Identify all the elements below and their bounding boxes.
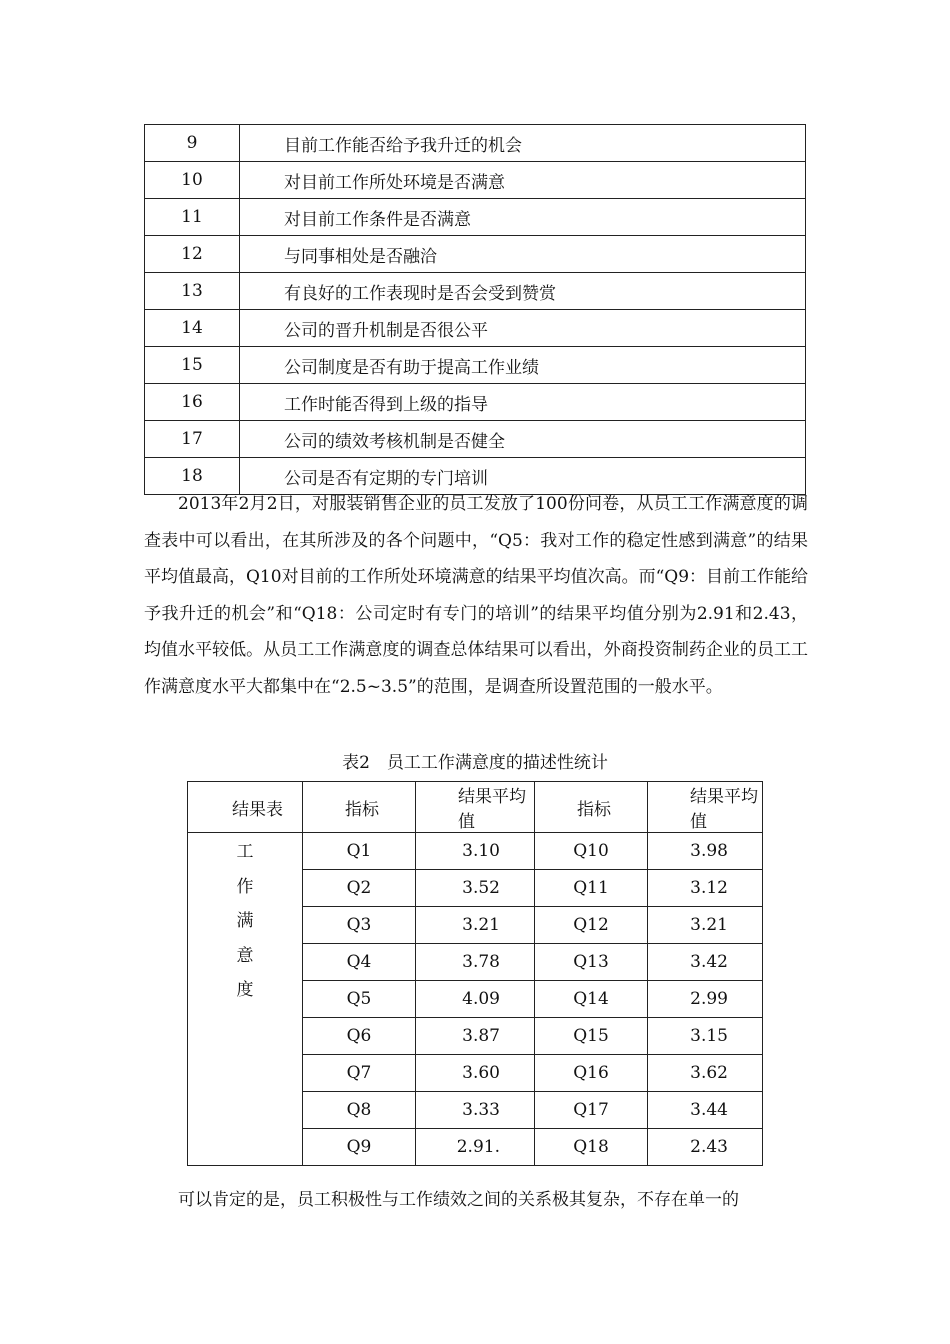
indicator-cell: Q10 <box>535 833 648 870</box>
question-row <box>145 310 806 347</box>
label-char: 度 <box>236 980 254 1000</box>
mean-value-cell: 3.21 <box>648 907 763 944</box>
indicator-cell: Q8 <box>303 1092 416 1129</box>
mean-value-cell: 2.99 <box>648 981 763 1018</box>
mean-value-cell: 3.44 <box>648 1092 763 1129</box>
closing-text: 可以肯定的是，员工积极性与工作绩效之间的关系极其复杂，不存在单一的 <box>178 1190 739 1210</box>
mean-value-cell: 3.62 <box>648 1055 763 1092</box>
table-caption: 表2 员工工作满意度的描述性统计 <box>342 753 608 773</box>
mean-value-cell: 3.78 <box>416 944 535 981</box>
mean-value-cell: 3.52 <box>416 870 535 907</box>
question-number: 17 <box>145 421 240 458</box>
mean-value-cell: 3.12 <box>648 870 763 907</box>
stats-row <box>188 833 763 870</box>
label-char: 满 <box>236 911 254 931</box>
question-row <box>145 236 806 273</box>
indicator-cell: Q3 <box>303 907 416 944</box>
mean-value-cell: 3.15 <box>648 1018 763 1055</box>
question-row <box>145 273 806 310</box>
mean-value-cell: 3.33 <box>416 1092 535 1129</box>
question-text: 公司的晋升机制是否很公平 <box>240 310 806 347</box>
indicator-cell: Q2 <box>303 870 416 907</box>
question-row <box>145 421 806 458</box>
question-row <box>145 347 806 384</box>
header-mean-2: 结果平均值 <box>648 782 763 833</box>
indicator-cell: Q17 <box>535 1092 648 1129</box>
indicator-cell: Q12 <box>535 907 648 944</box>
indicator-cell: Q9 <box>303 1129 416 1166</box>
question-number: 18 <box>145 458 240 495</box>
indicator-cell: Q18 <box>535 1129 648 1166</box>
question-text: 工作时能否得到上级的指导 <box>240 384 806 421</box>
question-row <box>145 384 806 421</box>
question-table <box>144 124 806 495</box>
indicator-cell: Q11 <box>535 870 648 907</box>
closing-paragraph <box>144 1182 808 1218</box>
question-text: 对目前工作条件是否满意 <box>240 199 806 236</box>
analysis-paragraph <box>144 486 808 705</box>
mean-value-cell: 2.91. <box>416 1129 535 1166</box>
question-text: 公司是否有定期的专门培训 <box>240 458 806 495</box>
question-number: 15 <box>145 347 240 384</box>
satisfaction-stats-table <box>187 781 763 1166</box>
label-char: 作 <box>236 876 254 897</box>
question-number: 9 <box>145 125 240 162</box>
indicator-cell: Q1 <box>303 833 416 870</box>
question-text: 目前工作能否给予我升迁的机会 <box>240 125 806 162</box>
indicator-cell: Q4 <box>303 944 416 981</box>
question-text: 公司的绩效考核机制是否健全 <box>240 421 806 458</box>
header-indicator-1: 指标 <box>303 782 416 833</box>
question-number: 11 <box>145 199 240 236</box>
work-satisfaction-label <box>188 833 303 1166</box>
question-number: 14 <box>145 310 240 347</box>
mean-value-cell: 3.98 <box>648 833 763 870</box>
question-row <box>145 162 806 199</box>
paragraph-text: 2013年2月2日，对服装销售企业的员工发放了100份问卷，从员工工作满意度的调查表中可以看出，在其所涉及的各个问题中，“Q5：我对工作的稳定性感到满意”的结果平均值最高，Q10对目前的工作所处环境满意的结果平均值次高。而“Q9：目前工作能给予我升迁的机会”和“Q18：公司定时有专门的培训”的结果平均值分别为2.91和2.43，均值水平较低。从员工工作满意度的调查总体结果可以看出，外商投资制药企业的员工工作满意度水平大都集中在“2.5~3.5”的范围，是调查所设置范围的一般水平。 <box>144 494 809 697</box>
question-number: 12 <box>145 236 240 273</box>
question-text: 公司制度是否有助于提高工作业绩 <box>240 347 806 384</box>
question-text: 与同事相处是否融洽 <box>240 236 806 273</box>
indicator-cell: Q5 <box>303 981 416 1018</box>
mean-value-cell: 3.21 <box>416 907 535 944</box>
stats-header-row <box>188 782 763 833</box>
question-text: 有良好的工作表现时是否会受到赞赏 <box>240 273 806 310</box>
mean-value-cell: 3.10 <box>416 833 535 870</box>
mean-value-cell: 3.87 <box>416 1018 535 1055</box>
label-char: 工 <box>236 842 254 862</box>
indicator-cell: Q14 <box>535 981 648 1018</box>
indicator-cell: Q13 <box>535 944 648 981</box>
mean-value-cell: 3.60 <box>416 1055 535 1092</box>
question-number: 10 <box>145 162 240 199</box>
mean-value-cell: 3.42 <box>648 944 763 981</box>
indicator-cell: Q6 <box>303 1018 416 1055</box>
question-text: 对目前工作所处环境是否满意 <box>240 162 806 199</box>
label-char: 意 <box>236 945 254 966</box>
question-number: 13 <box>145 273 240 310</box>
question-row <box>145 199 806 236</box>
header-result-table: 结果表 <box>188 782 303 833</box>
indicator-cell: Q16 <box>535 1055 648 1092</box>
header-mean-1: 结果平均值 <box>416 782 535 833</box>
indicator-cell: Q7 <box>303 1055 416 1092</box>
indicator-cell: Q15 <box>535 1018 648 1055</box>
question-row <box>145 125 806 162</box>
header-indicator-2: 指标 <box>535 782 648 833</box>
mean-value-cell: 2.43 <box>648 1129 763 1166</box>
mean-value-cell: 4.09 <box>416 981 535 1018</box>
question-number: 16 <box>145 384 240 421</box>
